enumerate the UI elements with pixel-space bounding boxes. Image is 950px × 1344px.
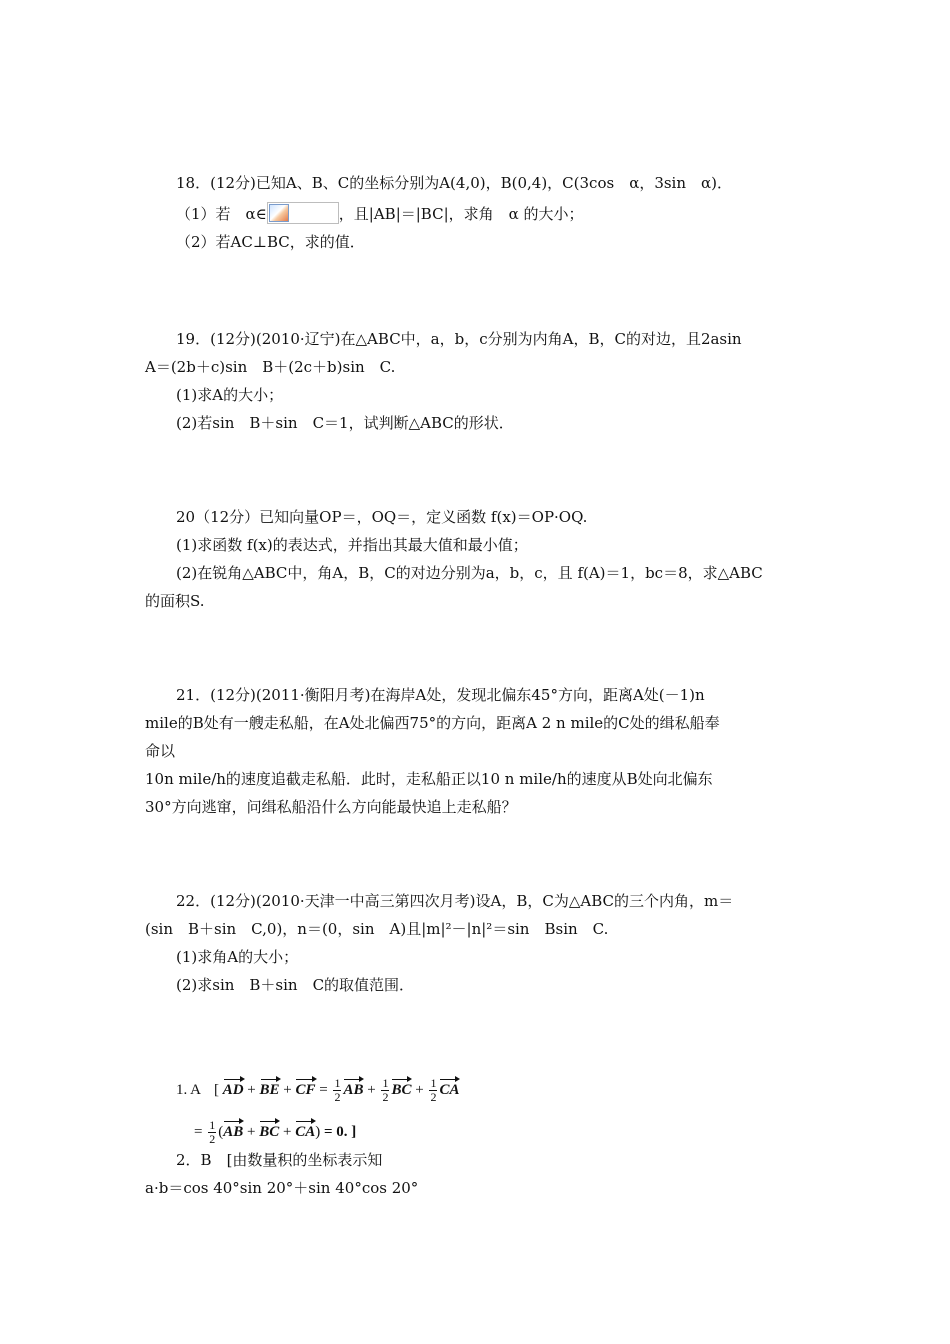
q22-line4: (2)求sin B＋sin C的取值范围． bbox=[176, 976, 415, 994]
q19-line1: 19．(12分)(2010·辽宁)在△ABC中，a，b，c分别为内角A，B，C的对边，且2asin bbox=[176, 330, 742, 348]
q19-line2: A＝(2b＋c)sin B＋(2c＋b)sin C. bbox=[145, 358, 396, 376]
equals-sign: = bbox=[319, 1082, 328, 1098]
vector-bc: BC bbox=[259, 1118, 279, 1141]
answer1-formula-line1 bbox=[176, 1076, 459, 1104]
equals-sign: = bbox=[194, 1124, 203, 1140]
fraction-half: $\frac{1}{2}$ bbox=[334, 1076, 341, 1105]
vector-ab: AB bbox=[343, 1076, 363, 1099]
q22-line3: (1)求角A的大小； bbox=[176, 948, 299, 966]
q22-line1: 22．(12分)(2010·天津一中高三第四次月考)设A，B，C为△ABC的三个内角，m＝ bbox=[176, 892, 734, 910]
q21-line5: 30°方向逃窜，问缉私船沿什么方向能最快追上走私船？ bbox=[145, 798, 517, 816]
answer1-formula-line2: = $\frac{1}{2}$ (AB + BC + CA) = 0. ] bbox=[194, 1118, 357, 1147]
q21-line3: 命以 bbox=[145, 742, 176, 760]
answer1-result: = 0. ] bbox=[323, 1124, 357, 1140]
vector-cf: CF bbox=[295, 1076, 315, 1099]
q18-line2 bbox=[176, 202, 584, 224]
vector-be: BE bbox=[260, 1076, 280, 1099]
plus-sign: + bbox=[246, 1124, 256, 1140]
vector-ca: CA bbox=[295, 1118, 315, 1141]
q18-line3: （2）若AC⊥BC，求的值． bbox=[176, 233, 365, 251]
vector-ad: AD bbox=[223, 1076, 244, 1099]
answer2-line1: 2．B [由数量积的坐标表示知 bbox=[176, 1151, 383, 1169]
fraction-half: $\frac{1}{2}$ bbox=[430, 1076, 437, 1105]
vector-ca: CA bbox=[439, 1076, 459, 1099]
fraction-half: $\frac{1}{2}$ bbox=[209, 1118, 216, 1147]
q21-line4: 10n mile/h的速度追截走私船．此时，走私船正以10 n mile/h的速度从B处向北偏东 bbox=[145, 770, 713, 788]
fraction-half: $\frac{1}{2}$ bbox=[382, 1076, 389, 1105]
q18-line2-start: （1）若 α∈ bbox=[176, 205, 267, 223]
plus-sign: + bbox=[283, 1082, 292, 1098]
plus-sign: + bbox=[282, 1124, 292, 1140]
q20-line1: 20（12分）已知向量OP＝，OQ＝，定义函数 f(x)＝OP·OQ. bbox=[176, 508, 588, 526]
vector-ab: AB bbox=[223, 1118, 243, 1141]
answer2-line2: a·b＝cos 40°sin 20°＋sin 40°cos 20° bbox=[145, 1179, 419, 1197]
q21-line1: 21．(12分)(2011·衡阳月考)在海岸A处，发现北偏东45°方向，距离A处(－1)n bbox=[176, 686, 705, 704]
q20-line4: 的面积S. bbox=[145, 592, 205, 610]
q19-line4: (2)若sin B＋sin C＝1，试判断△ABC的形状． bbox=[176, 414, 514, 432]
q22-line2: (sin B＋sin C,0)，n＝(0，sin A)且|m|²－|n|²＝sin Bsin C. bbox=[145, 920, 609, 938]
vector-bc: BC bbox=[391, 1076, 411, 1099]
q19-line3: (1)求A的大小； bbox=[176, 386, 284, 404]
q18-line2-end: ，且|AB|＝|BC|，求角 α 的大小； bbox=[338, 205, 584, 223]
broken-image-icon bbox=[267, 202, 339, 224]
answer1-label: 1. A bbox=[176, 1082, 201, 1098]
plus-sign: + bbox=[415, 1082, 424, 1098]
plus-sign: + bbox=[247, 1082, 256, 1098]
plus-sign: + bbox=[367, 1082, 376, 1098]
q20-line3: (2)在锐角△ABC中，角A，B，C的对边分别为a，b，c，且 f(A)＝1，bc＝8，求△ABC bbox=[176, 564, 763, 582]
q21-line2: mile的B处有一艘走私船，在A处北偏西75°的方向，距离A 2 n mile的C处的缉私船奉 bbox=[145, 714, 720, 732]
q18-line1: 18．(12分)已知A、B、C的坐标分别为A(4,0)，B(0,4)，C(3cos α，3sin α)． bbox=[176, 174, 732, 192]
q20-line2: (1)求函数 f(x)的表达式，并指出其最大值和最小值； bbox=[176, 536, 528, 554]
answer1-bracket: [ bbox=[213, 1082, 219, 1098]
